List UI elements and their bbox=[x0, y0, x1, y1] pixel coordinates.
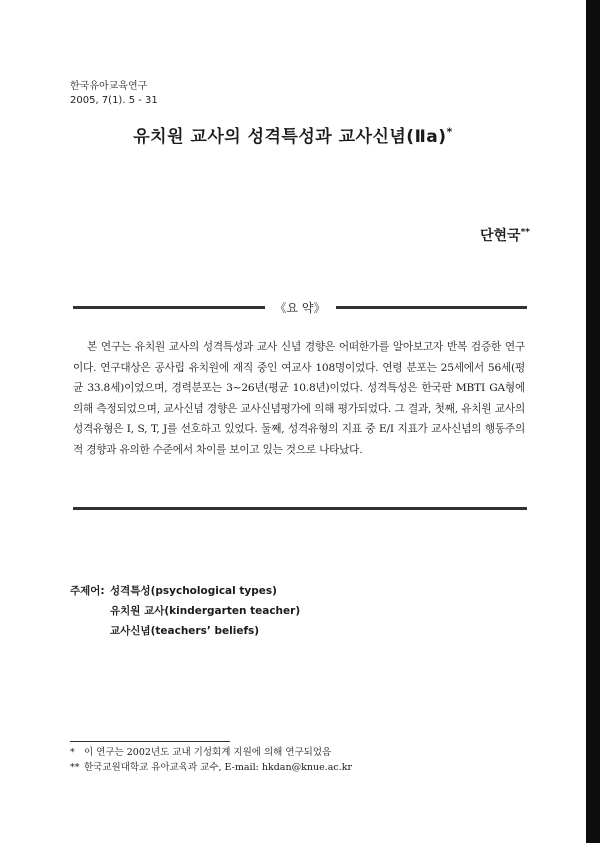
journal-meta bbox=[70, 80, 158, 108]
journal-name: 한국유아교육연구 bbox=[70, 81, 148, 92]
footnote-text: 한국교원대학교 유아교육과 교수, E-mail: hkdan@knue.ac.kr bbox=[84, 762, 353, 773]
abstract-label: 《요 약》 bbox=[274, 300, 326, 315]
author bbox=[480, 225, 530, 245]
journal-citation: 2005, 7(1). 5 - 31 bbox=[70, 95, 158, 106]
abstract-bottom-rule bbox=[73, 507, 527, 510]
footnote-rule bbox=[70, 741, 230, 742]
keyword-item: 유치원 교사(kindergarten teacher) bbox=[110, 605, 301, 617]
keyword-row bbox=[70, 581, 300, 601]
footnote-text: 이 연구는 2002년도 교내 기성회계 지원에 의해 연구되었음 bbox=[84, 747, 332, 758]
abstract-rule-right bbox=[336, 306, 528, 309]
footnote bbox=[70, 760, 352, 775]
abstract-header bbox=[73, 297, 527, 317]
keyword-item: 성격특성(psychological types) bbox=[110, 585, 277, 597]
footnote-mark: ** bbox=[70, 762, 80, 773]
paper-title bbox=[0, 122, 586, 147]
keywords bbox=[70, 581, 300, 641]
title-footnote-marker: * bbox=[446, 125, 453, 139]
footnote-mark: * bbox=[70, 747, 75, 758]
keywords-label: 주제어: bbox=[70, 585, 105, 597]
paper-title-text: 유치원 교사의 성격특성과 교사신념(Ⅱa) bbox=[133, 127, 447, 147]
page-edge bbox=[586, 0, 600, 843]
author-footnote-marker: ** bbox=[520, 227, 530, 238]
footnote bbox=[70, 745, 352, 760]
author-name: 단현국 bbox=[480, 228, 521, 244]
abstract-body: 본 연구는 유치원 교사의 성격특성과 교사 신념 경향은 어떠한가를 알아보고자 반복 검증한 연구이다. 연구대상은 공사립 유치원에 재직 중인 여교사 108명이었다. 연령 분포는 25세에서 56세(평균 33.8세)이었으며, 경력분포는 3~26년(평균 10.8년)이었다. 성격특성은 한국판 MBTI GA형에 의해 측정되었으며, 교사신념 경향은 교사신념평가에 의해 평가되었다. 그 결과, 첫째, 유치원 교사의 성격유형은 I, S, T, J를 선호하고 있었다. 둘째, 성격유형의 지표 중 E/I 지표가 교사신념의 행동주의적 경향과 유의한 수준에서 차이를 보이고 있는 것으로 나타났다. bbox=[73, 341, 525, 456]
abstract-rule-left bbox=[73, 306, 265, 309]
footnotes bbox=[70, 745, 352, 775]
keyword-item: 교사신념(teachers’ beliefs) bbox=[110, 625, 260, 637]
